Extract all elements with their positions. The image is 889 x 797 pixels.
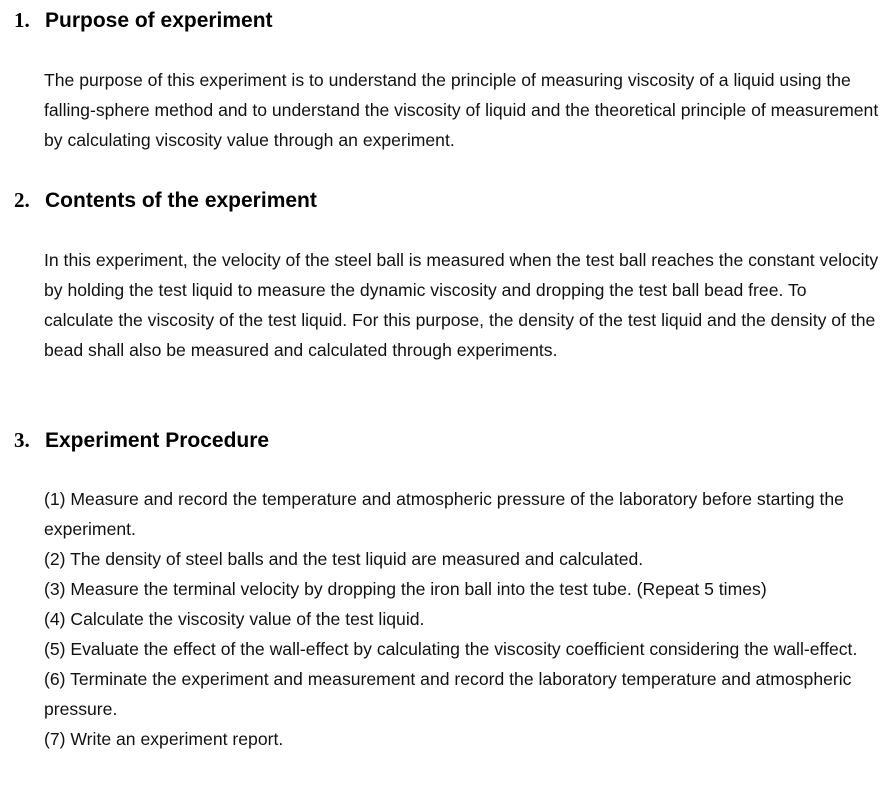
procedure-step: (2) The density of steel balls and the test liquid are measured and calculated.: [44, 549, 644, 569]
section-body-purpose: The purpose of this experiment is to understand the principle of measuring viscosity of a liquid using the falling-sphere method and to understand the viscosity of liquid and the theoretical principle of measurement by calculating viscosity value through an experiment.: [44, 70, 879, 150]
section-heading-purpose: [14, 7, 273, 34]
procedure-step: (4) Calculate the viscosity value of the test liquid.: [44, 609, 425, 629]
section-number: 3.: [14, 428, 30, 452]
procedure-step: (1) Measure and record the temperature and atmospheric pressure of the laboratory before starting the experiment.: [44, 489, 844, 539]
section-heading-contents: [14, 187, 317, 214]
procedure-step: (7) Write an experiment report.: [44, 729, 284, 749]
section-heading-procedure: [14, 427, 269, 454]
section-number: 2.: [14, 188, 30, 212]
procedure-step: (5) Evaluate the effect of the wall-effect by calculating the viscosity coefficient considering the wall-effect.: [44, 639, 858, 659]
section-number: 1.: [14, 8, 30, 32]
section-title: Contents of the experiment: [45, 189, 317, 212]
procedure-step: (6) Terminate the experiment and measurement and record the laboratory temperature and atmospheric pressure.: [44, 669, 852, 719]
section-title: Purpose of experiment: [45, 9, 273, 32]
procedure-step: (3) Measure the terminal velocity by dropping the iron ball into the test tube. (Repeat 5 times): [44, 579, 767, 599]
procedure-step-list: [44, 484, 880, 754]
section-body-contents: In this experiment, the velocity of the steel ball is measured when the test ball reaches the constant velocity by holding the test liquid to measure the dynamic viscosity and dropping the test ball bead free. To calculate the viscosity of the test liquid. For this purpose, the density of the test liquid and the density of the bead shall also be measured and calculated through experiments.: [44, 250, 879, 360]
section-title: Experiment Procedure: [45, 429, 270, 452]
